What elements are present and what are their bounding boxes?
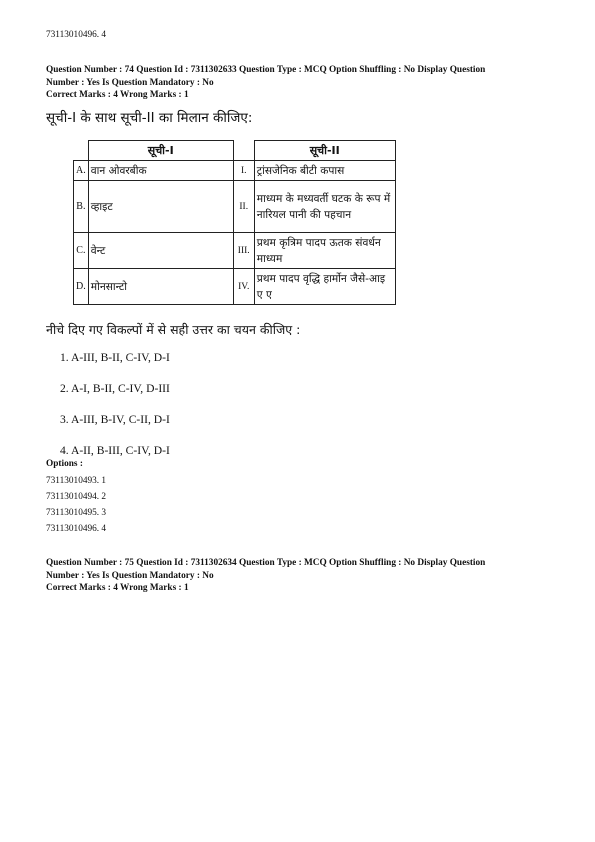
- choice-3: 3. A-III, B-IV, C-II, D-I: [60, 413, 170, 426]
- row-letter: A.: [74, 161, 89, 181]
- match-table: [73, 140, 396, 305]
- table-header-row: [74, 141, 396, 161]
- choice-1: 1. A-III, B-II, C-IV, D-I: [60, 351, 170, 364]
- q74-meta-line1: Question Number : 74 Question Id : 7311302633 Question Type : MCQ Option Shuffling : No Display Question: [46, 65, 486, 75]
- table-row: [74, 233, 396, 269]
- list1-header: सूची-I: [88, 141, 233, 161]
- option-id-4: 73113010496. 4: [46, 524, 107, 534]
- q75-meta-line2: Number : Yes Is Question Mandatory : No: [46, 570, 214, 581]
- list1-item: व्हाइट: [88, 181, 233, 233]
- list1-item: वान ओवरबीक: [88, 161, 233, 181]
- list1-item: वेन्ट: [88, 233, 233, 269]
- option-id-1: 73113010493. 1: [46, 476, 107, 486]
- q74-meta-line3: Correct Marks : 4 Wrong Marks : 1: [46, 90, 189, 100]
- table-row: [74, 269, 396, 305]
- table-row: [74, 181, 396, 233]
- q74-prompt: सूची-I के साथ सूची-II का मिलान कीजिए:: [46, 110, 253, 126]
- q75-meta: [46, 557, 485, 595]
- row-letter: C.: [74, 233, 89, 269]
- table-row: [74, 161, 396, 181]
- row-numeral: I.: [233, 161, 254, 181]
- list1-item: मोनसान्टो: [88, 269, 233, 305]
- list2-item: प्रथम पादप वृद्धि हार्मोन जैसे-आइ ए ए: [254, 269, 395, 305]
- row-numeral: IV.: [233, 269, 254, 305]
- options-label: Options :: [46, 459, 83, 469]
- choice-4: 4. A-II, B-III, C-IV, D-I: [60, 444, 170, 457]
- row-numeral: II.: [233, 181, 254, 233]
- q74-instruction: नीचे दिए गए विकल्पों में से सही उत्तर का चयन कीजिए :: [46, 322, 301, 337]
- q74-meta: [46, 64, 485, 102]
- q75-meta-line1: Question Number : 75 Question Id : 7311302634 Question Type : MCQ Option Shuffling : No Display Question: [46, 558, 486, 568]
- list2-item: माध्यम के मध्यवर्ती घटक के रूप में नारियल पानी की पहचान: [254, 181, 395, 233]
- row-numeral: III.: [233, 233, 254, 269]
- option-id-3: 73113010495. 3: [46, 508, 107, 518]
- row-letter: D.: [74, 269, 89, 305]
- previous-answer-id: 73113010496. 4: [46, 30, 107, 40]
- list2-item: ट्रांसजेनिक बीटी कपास: [254, 161, 395, 181]
- q75-meta-line3: Correct Marks : 4 Wrong Marks : 1: [46, 583, 189, 593]
- row-letter: B.: [74, 181, 89, 233]
- choice-2: 2. A-I, B-II, C-IV, D-III: [60, 382, 170, 395]
- q74-meta-line2: Number : Yes Is Question Mandatory : No: [46, 77, 214, 88]
- option-id-2: 73113010494. 2: [46, 492, 107, 502]
- list2-item: प्रथम कृत्रिम पादप ऊतक संवर्धन माध्यम: [254, 233, 395, 269]
- list2-header: सूची-II: [254, 141, 395, 161]
